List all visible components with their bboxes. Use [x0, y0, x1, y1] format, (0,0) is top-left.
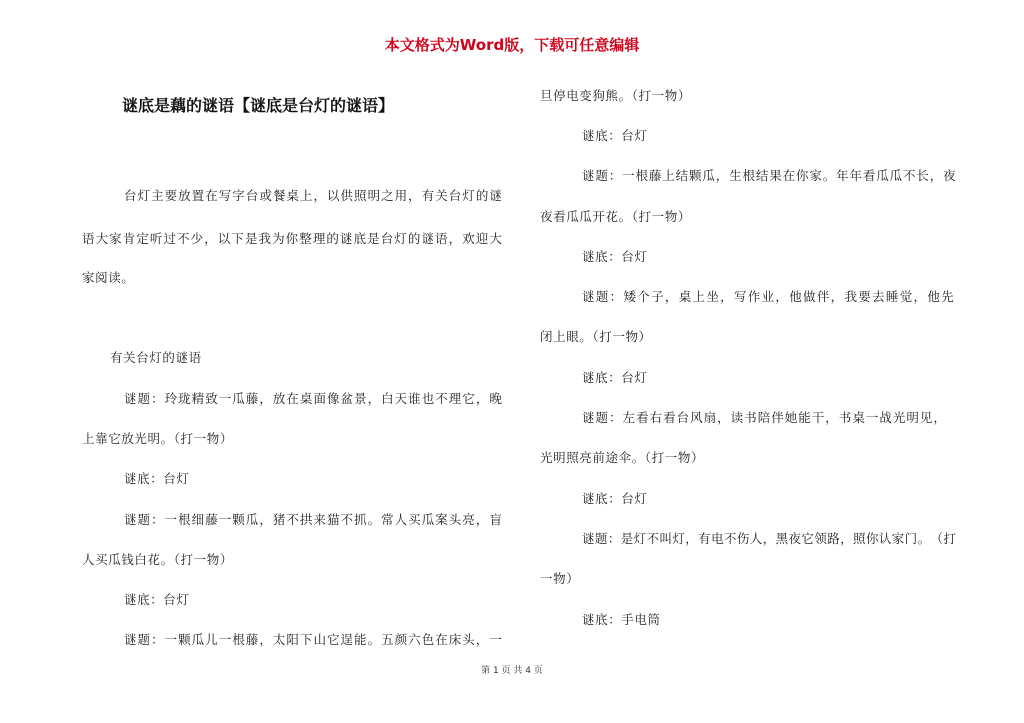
- section-heading: 有关台灯的谜语: [110, 350, 202, 365]
- intro-line: 台 灯 主 要 放 置 在 写 字 台 或 餐 桌 上 ， 以 供 照 明 之 用 ， 有 关 台 灯 的 谜: [124, 188, 502, 203]
- riddle-question: 谜 题 ： 矮 个 子 ， 桌 上 坐 ， 写 作 业 ， 他 做 伴 ， 我 要 去 睡 觉 ， 他 先: [582, 289, 954, 304]
- riddle-question: 光明照亮前途伞。（打一物）: [540, 450, 705, 465]
- riddle-question: 谜 题 ： 一 根 藤 上 结 颗 瓜 ， 生 根 结 果 在 你 家 。 年 年 看 瓜 瓜 不 长 ， 夜: [582, 168, 956, 183]
- riddle-answer: 谜底：台灯: [124, 592, 190, 607]
- riddle-question: 谜 题 ： 一 根 细 藤 一 颗 瓜 ， 猪 不 拱 来 猫 不 抓 。 常 人 买 瓜 案 头 亮 ， 盲: [124, 512, 502, 527]
- intro-line: 家阅读。: [82, 270, 135, 285]
- riddle-question: 上靠它放光明。（打一物）: [82, 431, 233, 446]
- riddle-answer: 谜底：台灯: [582, 249, 648, 264]
- riddle-question: 一物）: [540, 571, 580, 586]
- document-title: 谜底是藕的谜语【谜底是台灯的谜语】: [122, 96, 395, 115]
- riddle-question: 谜 题 ： 是 灯 不 叫 灯 ， 有 电 不 伤 人 ， 黑 夜 它 领 路 ， 照 你 认 家 门 。 （ 打: [582, 531, 956, 546]
- page-number: 第 1 页 共 4 页: [481, 666, 543, 676]
- riddle-question: 谜 题 ： 左 看 右 看 台 风 扇 ， 读 书 陪 伴 她 能 干 ， 书 桌 一 战 光 明 见 ，: [582, 410, 946, 425]
- riddle-question: 谜 题 ： 一 颗 瓜 儿 一 根 藤 ， 太 阳 下 山 它 逞 能 。 五 颜 六 色 在 床 头 ， 一: [124, 632, 502, 647]
- riddle-answer: 谜底：台灯: [582, 491, 648, 506]
- editable-banner: 本文格式为Word版，下载可任意编辑: [384, 36, 640, 54]
- riddle-question: 夜看瓜瓜开花。（打一物）: [540, 209, 691, 224]
- riddle-answer: 谜底：台灯: [582, 370, 648, 385]
- intro-line: 语 大 家 肯 定 听 过 不 少 ， 以 下 是 我 为 你 整 理 的 谜 底 是 台 灯 的 谜 语 ， 欢 迎 大: [82, 231, 502, 246]
- riddle-answer: 谜底：台灯: [124, 471, 190, 486]
- riddle-question: 旦停电变狗熊。（打一物）: [540, 88, 691, 103]
- riddle-question: 谜 题 ： 玲 珑 精 致 一 瓜 藤 ， 放 在 桌 面 像 盆 景 ， 白 天 谁 也 不 理 它 ， 晚: [124, 391, 502, 406]
- riddle-question: 人买瓜钱白花。（打一物）: [82, 552, 233, 567]
- riddle-answer: 谜底：台灯: [582, 128, 648, 143]
- riddle-question: 闭上眼。（打一物）: [540, 329, 652, 344]
- riddle-answer: 谜底：手电筒: [582, 612, 661, 627]
